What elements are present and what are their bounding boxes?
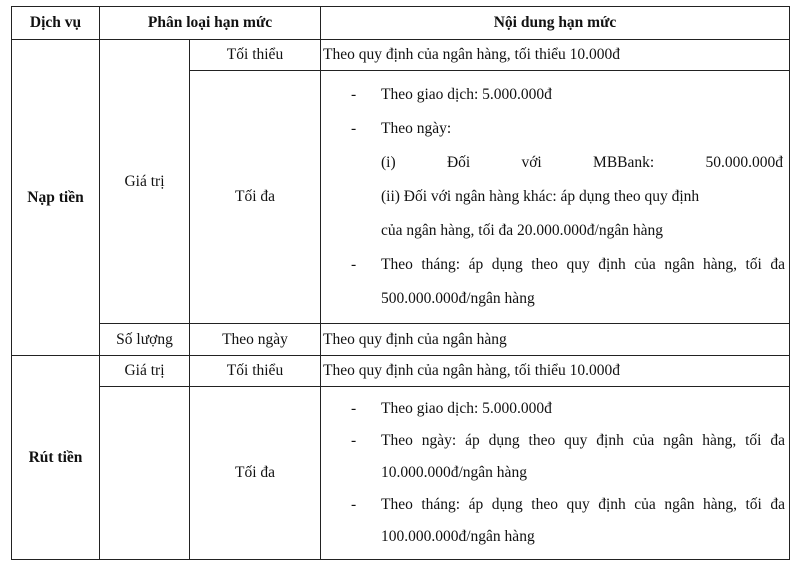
bullet-dash: - [351, 256, 357, 273]
header-row [12, 7, 790, 40]
deposit-per-day-label: Theo ngày [190, 324, 321, 356]
deposit-max-label: Tối đa [190, 71, 321, 324]
sub-i-word2: với [521, 154, 542, 171]
deposit-min-label: Tối thiểu [190, 40, 321, 71]
bullet-dash: - [351, 86, 357, 103]
deposit-service-cell: Nạp tiền [12, 40, 100, 356]
deposit-sub-ii-line1: (ii) Đối với ngân hàng khác: áp dụng theo quy định [381, 188, 700, 205]
withdraw-max-label: Tối đa [190, 387, 321, 560]
list-item [323, 393, 785, 425]
list-item [323, 489, 785, 553]
list-item [323, 248, 785, 316]
withdraw-per-month: Theo tháng: áp dụng theo quy định của ngân hàng, tối đa 100.000.000đ/ngân hàng [381, 496, 785, 545]
withdraw-min-content: Theo quy định của ngân hàng, tối thiểu 10.000đ [321, 356, 790, 387]
deposit-per-day: Theo ngày: [381, 120, 452, 137]
withdraw-per-transaction: Theo giao dịch: 5.000.000đ [381, 400, 552, 417]
bullet-dash: - [351, 496, 357, 513]
list-item [323, 112, 785, 146]
withdraw-max-list [323, 393, 785, 553]
sub-i-word1: Đối [446, 154, 471, 171]
withdraw-value-label: Giá trị [100, 356, 190, 387]
deposit-per-month: Theo tháng: áp dụng theo quy định của ngân hàng, tối đa 500.000.000đ/ngân hàng [381, 256, 785, 307]
sub-i-amount: 50.000.000đ [705, 154, 783, 171]
bullet-dash: - [351, 400, 357, 417]
withdraw-service-cell: Rút tiền [12, 356, 100, 560]
withdraw-min-label: Tối thiểu [190, 356, 321, 387]
deposit-quantity-row [12, 324, 790, 356]
sub-i-marker: (i) [381, 154, 396, 171]
bullet-dash: - [351, 120, 357, 137]
deposit-quantity-label: Số lượng [100, 324, 190, 356]
deposit-max-content [321, 71, 790, 324]
deposit-sub-ii-line2: của ngân hàng, tối đa 20.000.000đ/ngân hàng [381, 222, 663, 239]
deposit-sub-i [323, 146, 785, 180]
sub-i-word3: MBBank: [593, 154, 655, 171]
limit-table [11, 6, 790, 560]
deposit-max-list-2 [323, 248, 785, 316]
header-classification: Phân loại hạn mức [100, 7, 321, 40]
deposit-min-content: Theo quy định của ngân hàng, tối thiểu 10.000đ [321, 40, 790, 71]
header-service: Dịch vụ [12, 7, 100, 40]
deposit-value-label: Giá trị [100, 40, 190, 324]
withdraw-max-content [321, 387, 790, 560]
withdraw-empty-cell [100, 387, 190, 560]
list-item [323, 78, 785, 112]
deposit-quantity-content: Theo quy định của ngân hàng [321, 324, 790, 356]
withdraw-max-row [12, 387, 790, 560]
withdraw-per-day: Theo ngày: áp dụng theo quy định của ngân hàng, tối đa 10.000.000đ/ngân hàng [381, 432, 785, 481]
deposit-max-list [323, 78, 785, 146]
bullet-dash: - [351, 432, 357, 449]
header-content: Nội dung hạn mức [321, 7, 790, 40]
withdraw-min-row [12, 356, 790, 387]
deposit-per-transaction: Theo giao dịch: 5.000.000đ [381, 86, 552, 103]
deposit-min-row [12, 40, 790, 71]
list-item [323, 425, 785, 489]
